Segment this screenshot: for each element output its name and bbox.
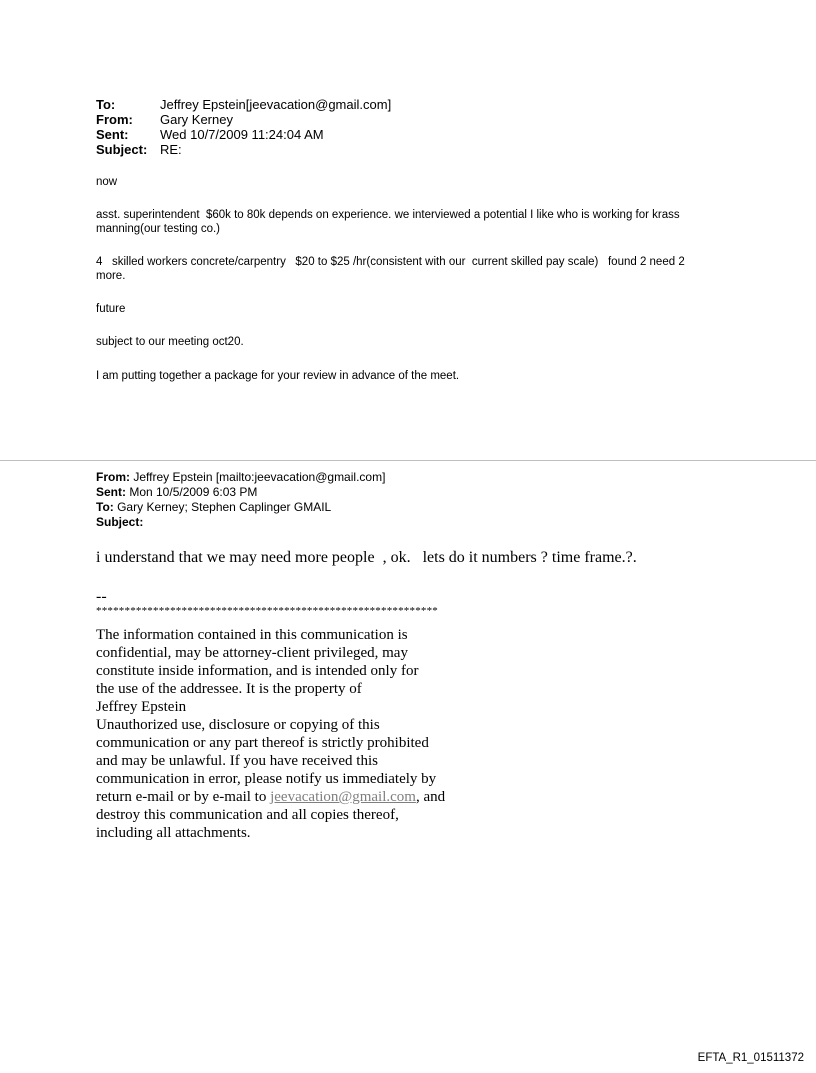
quoted-to-label: To: bbox=[96, 500, 114, 514]
signature-dash: -- bbox=[96, 588, 107, 605]
quoted-header bbox=[96, 470, 696, 530]
quoted-sent-row bbox=[96, 485, 696, 500]
quoted-message: i understand that we may need more people , ok. lets do it numbers ? time frame.?. bbox=[96, 549, 637, 566]
reply-text: asst. superintendent $60k to 80k depends on experience. we interviewed a potential I like who is working for krass manning(our testing co.) bbox=[96, 209, 683, 235]
disclaimer-line-email bbox=[96, 788, 476, 806]
from-label: From: bbox=[96, 112, 133, 127]
disclaimer-line: constitute inside information, and is intended only for bbox=[96, 663, 419, 679]
disclaimer-line: the use of the addressee. It is the property of bbox=[96, 681, 362, 697]
quoted-from-value: Jeffrey Epstein [mailto:jeevacation@gmail.com] bbox=[130, 470, 386, 484]
header-from-row bbox=[96, 112, 391, 127]
reply-text: future bbox=[96, 303, 126, 315]
disclaimer-line: including all attachments. bbox=[96, 825, 251, 841]
reply-paragraph-1 bbox=[96, 175, 716, 189]
quoted-to-value: Gary Kerney; Stephen Caplinger GMAIL bbox=[113, 500, 332, 514]
disclaimer-line: communication or any part thereof is strictly prohibited bbox=[96, 735, 429, 751]
to-value: Jeffrey Epstein[jeevacation@gmail.com] bbox=[160, 97, 392, 112]
subject-label: Subject: bbox=[96, 142, 148, 157]
reply-text: 4 skilled workers concrete/carpentry $20 to $25 /hr(consistent with our current skilled pay scale) found 2 need 2 more. bbox=[96, 256, 688, 282]
reply-text: now bbox=[96, 176, 118, 188]
reply-paragraph-4 bbox=[96, 302, 716, 316]
reply-text: subject to our meeting oct20. bbox=[96, 336, 244, 348]
to-label: To: bbox=[96, 97, 116, 112]
from-value: Gary Kerney bbox=[160, 112, 233, 127]
quoted-subject-label: Subject: bbox=[96, 515, 144, 529]
disclaimer-line: and may be unlawful. If you have received this bbox=[96, 753, 378, 769]
reply-text: I am putting together a package for your review in advance of the meet. bbox=[96, 370, 460, 382]
disclaimer-line: communication in error, please notify us immediately by bbox=[96, 771, 437, 787]
email-link[interactable]: jeevacation@gmail.com bbox=[270, 789, 416, 805]
email-header bbox=[96, 97, 391, 157]
disclaimer-text: , and bbox=[415, 789, 446, 805]
reply-paragraph-6 bbox=[96, 369, 716, 383]
divider bbox=[0, 460, 816, 461]
sent-label: Sent: bbox=[96, 127, 129, 142]
header-to-row bbox=[96, 97, 391, 112]
reply-paragraph-5 bbox=[96, 335, 716, 349]
sent-value: Wed 10/7/2009 11:24:04 AM bbox=[160, 127, 324, 142]
quoted-from-label: From: bbox=[96, 470, 130, 484]
quoted-from-row bbox=[96, 470, 696, 485]
disclaimer-text: return e-mail or by e-mail to bbox=[96, 789, 271, 805]
reply-paragraph-3 bbox=[96, 255, 716, 283]
disclaimer bbox=[96, 626, 476, 842]
subject-value: RE: bbox=[160, 142, 182, 157]
quoted-subject-row bbox=[96, 515, 696, 530]
disclaimer-line: The information contained in this communication is bbox=[96, 627, 408, 643]
quoted-to-row bbox=[96, 500, 696, 515]
disclaimer-line: destroy this communication and all copies thereof, bbox=[96, 807, 399, 823]
disclaimer-line: Unauthorized use, disclosure or copying of this bbox=[96, 717, 380, 733]
signature-stars: ************************************************************ bbox=[96, 605, 438, 617]
disclaimer-line: confidential, may be attorney-client privileged, may bbox=[96, 645, 408, 661]
document-id: EFTA_R1_01511372 bbox=[697, 1052, 804, 1064]
header-subject-row bbox=[96, 142, 391, 157]
header-sent-row bbox=[96, 127, 391, 142]
disclaimer-line: Jeffrey Epstein bbox=[96, 699, 187, 715]
reply-paragraph-2 bbox=[96, 208, 716, 236]
quoted-sent-value: Mon 10/5/2009 6:03 PM bbox=[126, 485, 258, 499]
quoted-sent-label: Sent: bbox=[96, 485, 126, 499]
